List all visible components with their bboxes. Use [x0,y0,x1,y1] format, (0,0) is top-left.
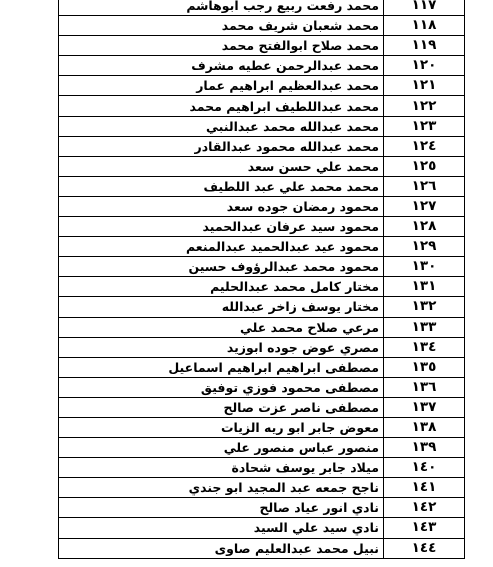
table-row [59,116,465,136]
person-name: محمد محمد علي عبد اللطيف [59,176,384,196]
person-name: مصطفى ناصر عزت صالح [59,397,384,417]
person-name: ميلاد جابر يوسف شحادة [59,458,384,478]
row-number: ١٢٦ [384,176,465,196]
row-number: ١٤١ [384,478,465,498]
table-row [59,76,465,96]
row-number: ١٤٣ [384,518,465,538]
table-row [59,237,465,257]
person-name: محمد عبداللطيف ابراهيم محمد [59,96,384,116]
row-number: ١٣٩ [384,438,465,458]
person-name: مصطفى محمود فوزي توفيق [59,377,384,397]
person-name: محمد عبدالرحمن عطيه مشرف [59,56,384,76]
table-row [59,0,465,16]
table-row [59,397,465,417]
row-number: ١٢٥ [384,156,465,176]
row-number: ١٣٣ [384,317,465,337]
person-name: محمود سيد عرفان عبدالحميد [59,217,384,237]
person-name: مختار يوسف زاخر عبدالله [59,297,384,317]
person-name: محمد عبدالعظيم ابراهيم عمار [59,76,384,96]
person-name: نادي سيد علي السيد [59,518,384,538]
table-row [59,277,465,297]
person-name: محمد رفعت ربيع رجب ابوهاشم [59,0,384,16]
row-number: ١٣٤ [384,337,465,357]
names-table [58,0,465,559]
row-number: ١٣٦ [384,377,465,397]
person-name: محمود رمضان جوده سعد [59,196,384,216]
row-number: ١٣٢ [384,297,465,317]
table-row [59,196,465,216]
table-row [59,96,465,116]
person-name: مختار كامل محمد عبدالحليم [59,277,384,297]
person-name: مصطفى ابراهيم ابراهيم اسماعيل [59,357,384,377]
person-name: مصري عوض جوده ابوزيد [59,337,384,357]
table-row [59,156,465,176]
person-name: محمد عبدالله محمود عبدالقادر [59,136,384,156]
person-name: نبيل محمد عبدالعليم صاوى [59,538,384,558]
person-name: محمد علي حسن سعد [59,156,384,176]
row-number: ١٣٥ [384,357,465,377]
table-row [59,176,465,196]
row-number: ١٣٠ [384,257,465,277]
person-name: محمد عبدالله محمد عبدالنبي [59,116,384,136]
row-number: ١٢٠ [384,56,465,76]
table-row [59,297,465,317]
table-row [59,337,465,357]
table-row [59,518,465,538]
row-number: ١١٩ [384,36,465,56]
row-number: ١٢٩ [384,237,465,257]
person-name: محمود محمد عبدالرؤوف حسين [59,257,384,277]
table-row [59,16,465,36]
table-row [59,357,465,377]
person-name: محمد شعبان شريف محمد [59,16,384,36]
row-number: ١١٨ [384,16,465,36]
row-number: ١٤٢ [384,498,465,518]
table-row [59,417,465,437]
row-number: ١٣٨ [384,417,465,437]
table-row [59,217,465,237]
person-name: مرعي صلاح محمد علي [59,317,384,337]
row-number: ١٢١ [384,76,465,96]
table-row [59,538,465,558]
table-row [59,458,465,478]
table-row [59,257,465,277]
table-row [59,56,465,76]
person-name: نادي انور عياد صالح [59,498,384,518]
table-row [59,136,465,156]
person-name: محمود عيد عبدالحميد عبدالمنعم [59,237,384,257]
row-number: ١٢٢ [384,96,465,116]
row-number: ١٢٧ [384,196,465,216]
row-number: ١٢٨ [384,217,465,237]
table-row [59,438,465,458]
person-name: معوض جابر ابو ريه الزيات [59,417,384,437]
row-number: ١١٧ [384,0,465,16]
row-number: ١٤٠ [384,458,465,478]
table-row [59,317,465,337]
person-name: محمد صلاح ابوالفتح محمد [59,36,384,56]
person-name: منصور عباس منصور علي [59,438,384,458]
table-row [59,478,465,498]
table-row [59,498,465,518]
table-row [59,377,465,397]
row-number: ١٣٧ [384,397,465,417]
person-name: ناجح جمعه عبد المجيد ابو جندي [59,478,384,498]
row-number: ١٢٣ [384,116,465,136]
names-table-body [59,0,465,558]
row-number: ١٣١ [384,277,465,297]
row-number: ١٢٤ [384,136,465,156]
table-row [59,36,465,56]
row-number: ١٤٤ [384,538,465,558]
